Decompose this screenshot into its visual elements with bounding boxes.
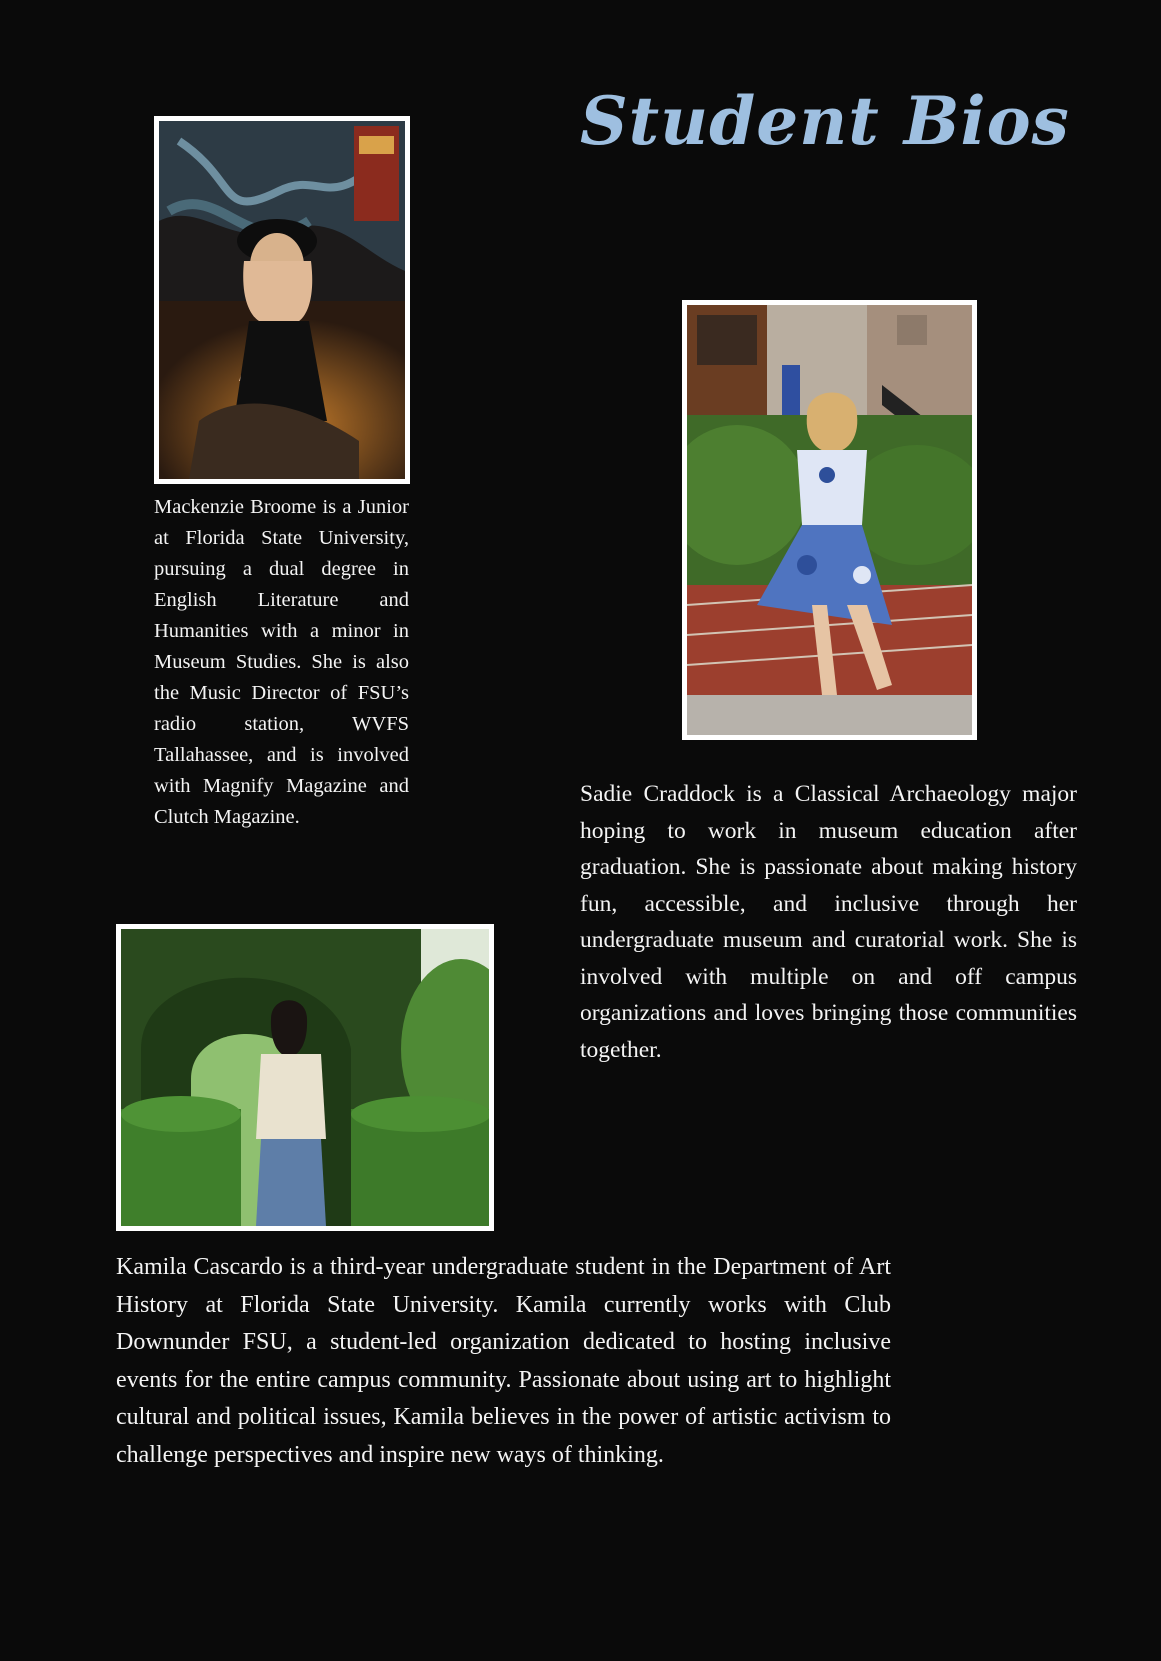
bio-sadie: Sadie Craddock is a Classical Archaeology major hoping to work in museum education after graduation. She is passionate about making history fun, accessible, and inclusive through her undergraduate museum and curatorial work. She is involved with multiple on and off campus organizations and loves bringing those communities together.	[580, 781, 1077, 1063]
page-title: Student Bios	[580, 82, 1070, 160]
student-photo-mackenzie	[154, 116, 410, 484]
student-photo-kamila	[116, 924, 494, 1231]
bio-kamila: Kamila Cascardo is a third-year undergraduate student in the Department of Art History at Florida State University. Kamila currently works with Club Downunder FSU, a student-led organization dedicated to hosting inclusive events for the entire campus community. Passionate about using art to highlight cultural and political issues, Kamila believes in the power of artistic activism to challenge perspectives and inspire new ways of thinking.	[116, 1254, 891, 1468]
bio-mackenzie: Mackenzie Broome is a Junior at Florida State University, pursuing a dual degree in English Literature and Humanities with a minor in Museum Studies. She is also the Music Director of FSU’s radio station, WVFS Tallahassee, and is involved with Magnify Magazine and Clutch Magazine.	[154, 496, 409, 828]
student-photo-sadie	[682, 300, 977, 740]
